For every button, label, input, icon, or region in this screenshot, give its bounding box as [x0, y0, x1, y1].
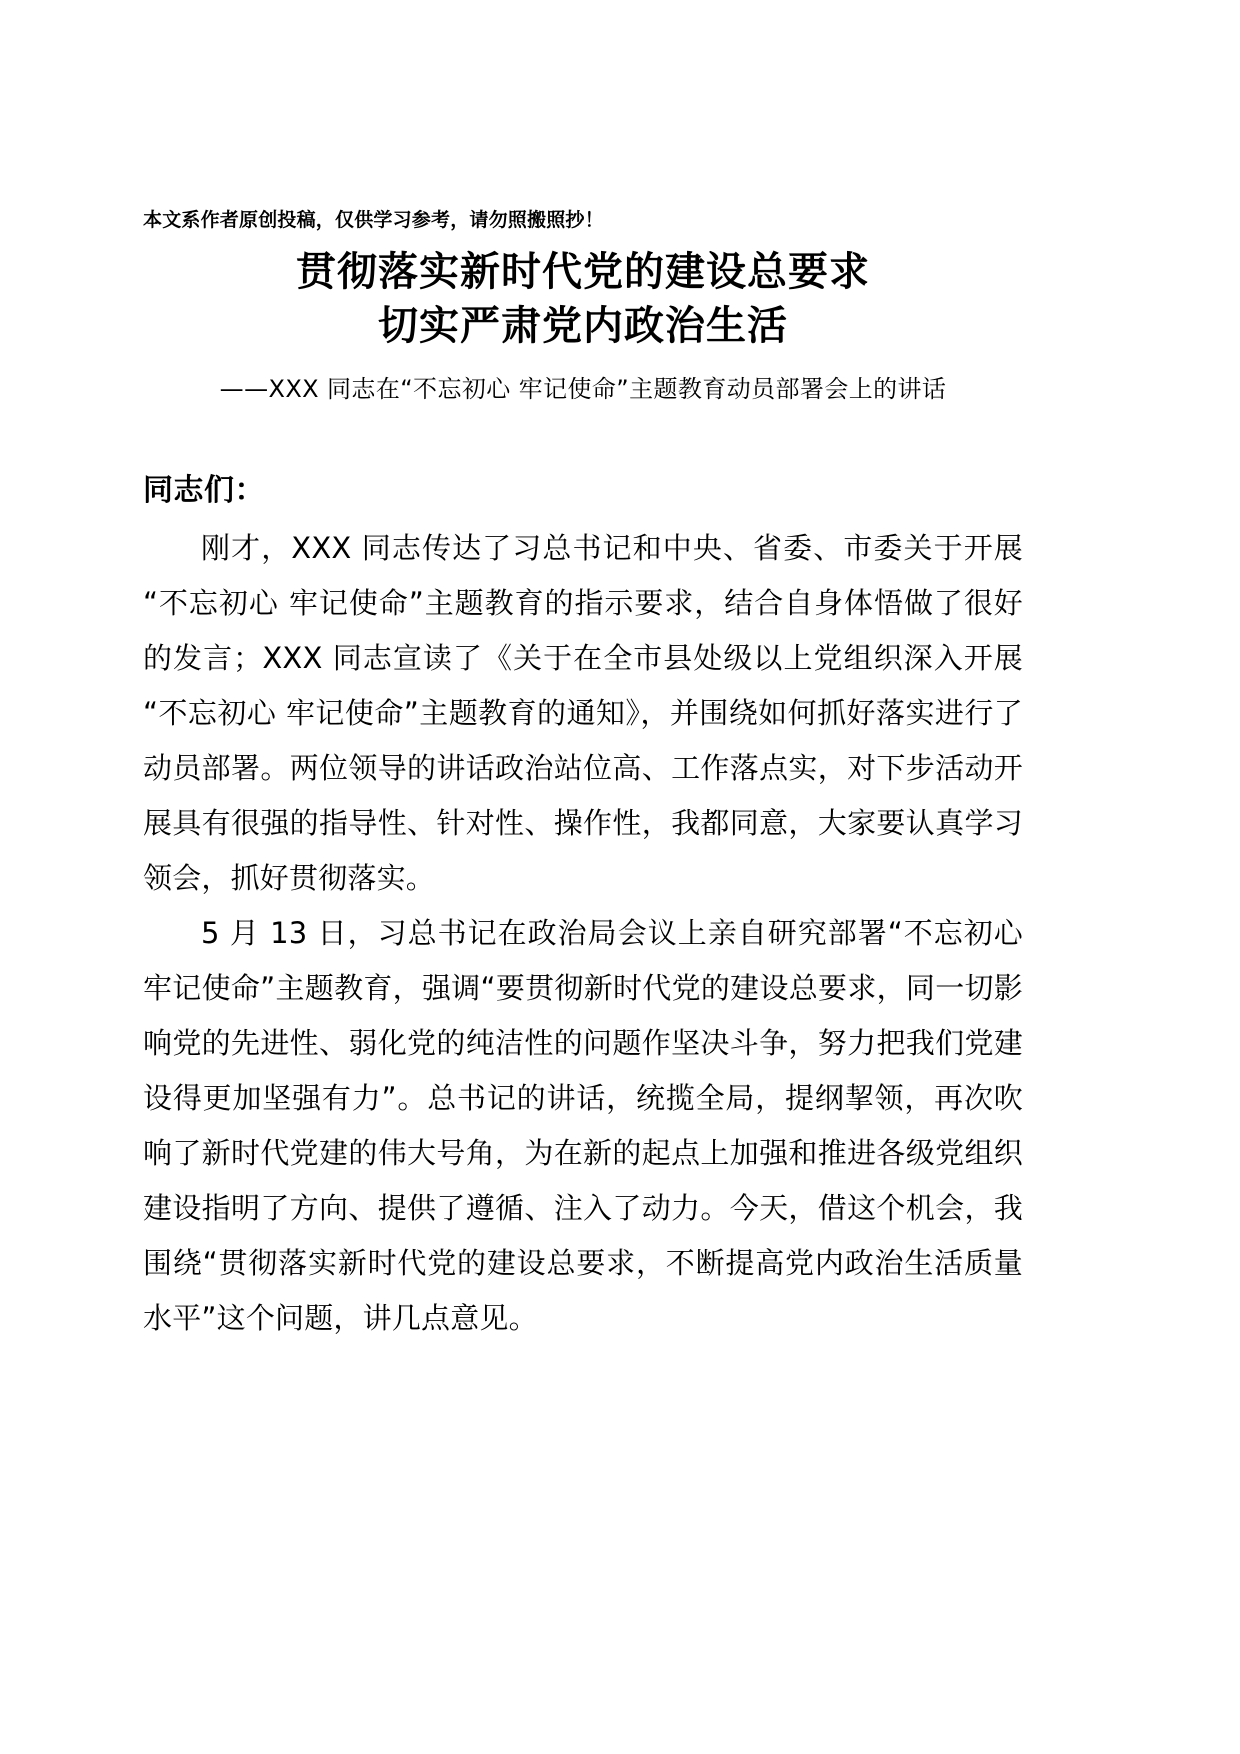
salutation: 同志们：: [143, 473, 265, 508]
copyright-notice: 本文系作者原创投稿，仅供学习参考，请勿照搬照抄！: [143, 209, 604, 231]
document-content: [143, 205, 1023, 1346]
body-text: [143, 521, 1023, 1346]
title-line-1: 贯彻落实新时代党的建设总要求: [296, 249, 870, 295]
page-title: [143, 245, 1023, 353]
paragraph: 刚才，XXX 同志传达了习总书记和中央、省委、市委关于开展“不忘初心 牢记使命”主题教育的指示要求，结合自身体悟做了很好的发言；XXX 同志宣读了《关于在全市县处级以上党组织深入开展“不忘初心 牢记使命”主题教育的通知》，并围绕如何抓好落实进行了动员部署。两位领导的讲话政治站位高、工作落点实，对下步活动开展具有很强的指导性、针对性、操作性，我都同意，大家要认真学习领会，抓好贯彻落实。: [143, 531, 1023, 895]
paragraph: 5 月 13 日，习总书记在政治局会议上亲自研究部署“不忘初心 牢记使命”主题教育，强调“要贯彻新时代党的建设总要求，同一切影响党的先进性、弱化党的纯洁性的问题作坚决斗争，努力把我们党建设得更加坚强有力”。总书记的讲话，统揽全局，提纲挈领，再次吹响了新时代党建的伟大号角，为在新的起点上加强和推进各级党组织建设指明了方向、提供了遵循、注入了动力。今天，借这个机会，我围绕“贯彻落实新时代党的建设总要求，不断提高党内政治生活质量水平”这个问题，讲几点意见。: [143, 916, 1023, 1335]
title-line-2: 切实严肃党内政治生活: [378, 303, 788, 349]
document-subtitle: ——XXX 同志在“不忘初心 牢记使命”主题教育动员部署会上的讲话: [219, 375, 947, 403]
